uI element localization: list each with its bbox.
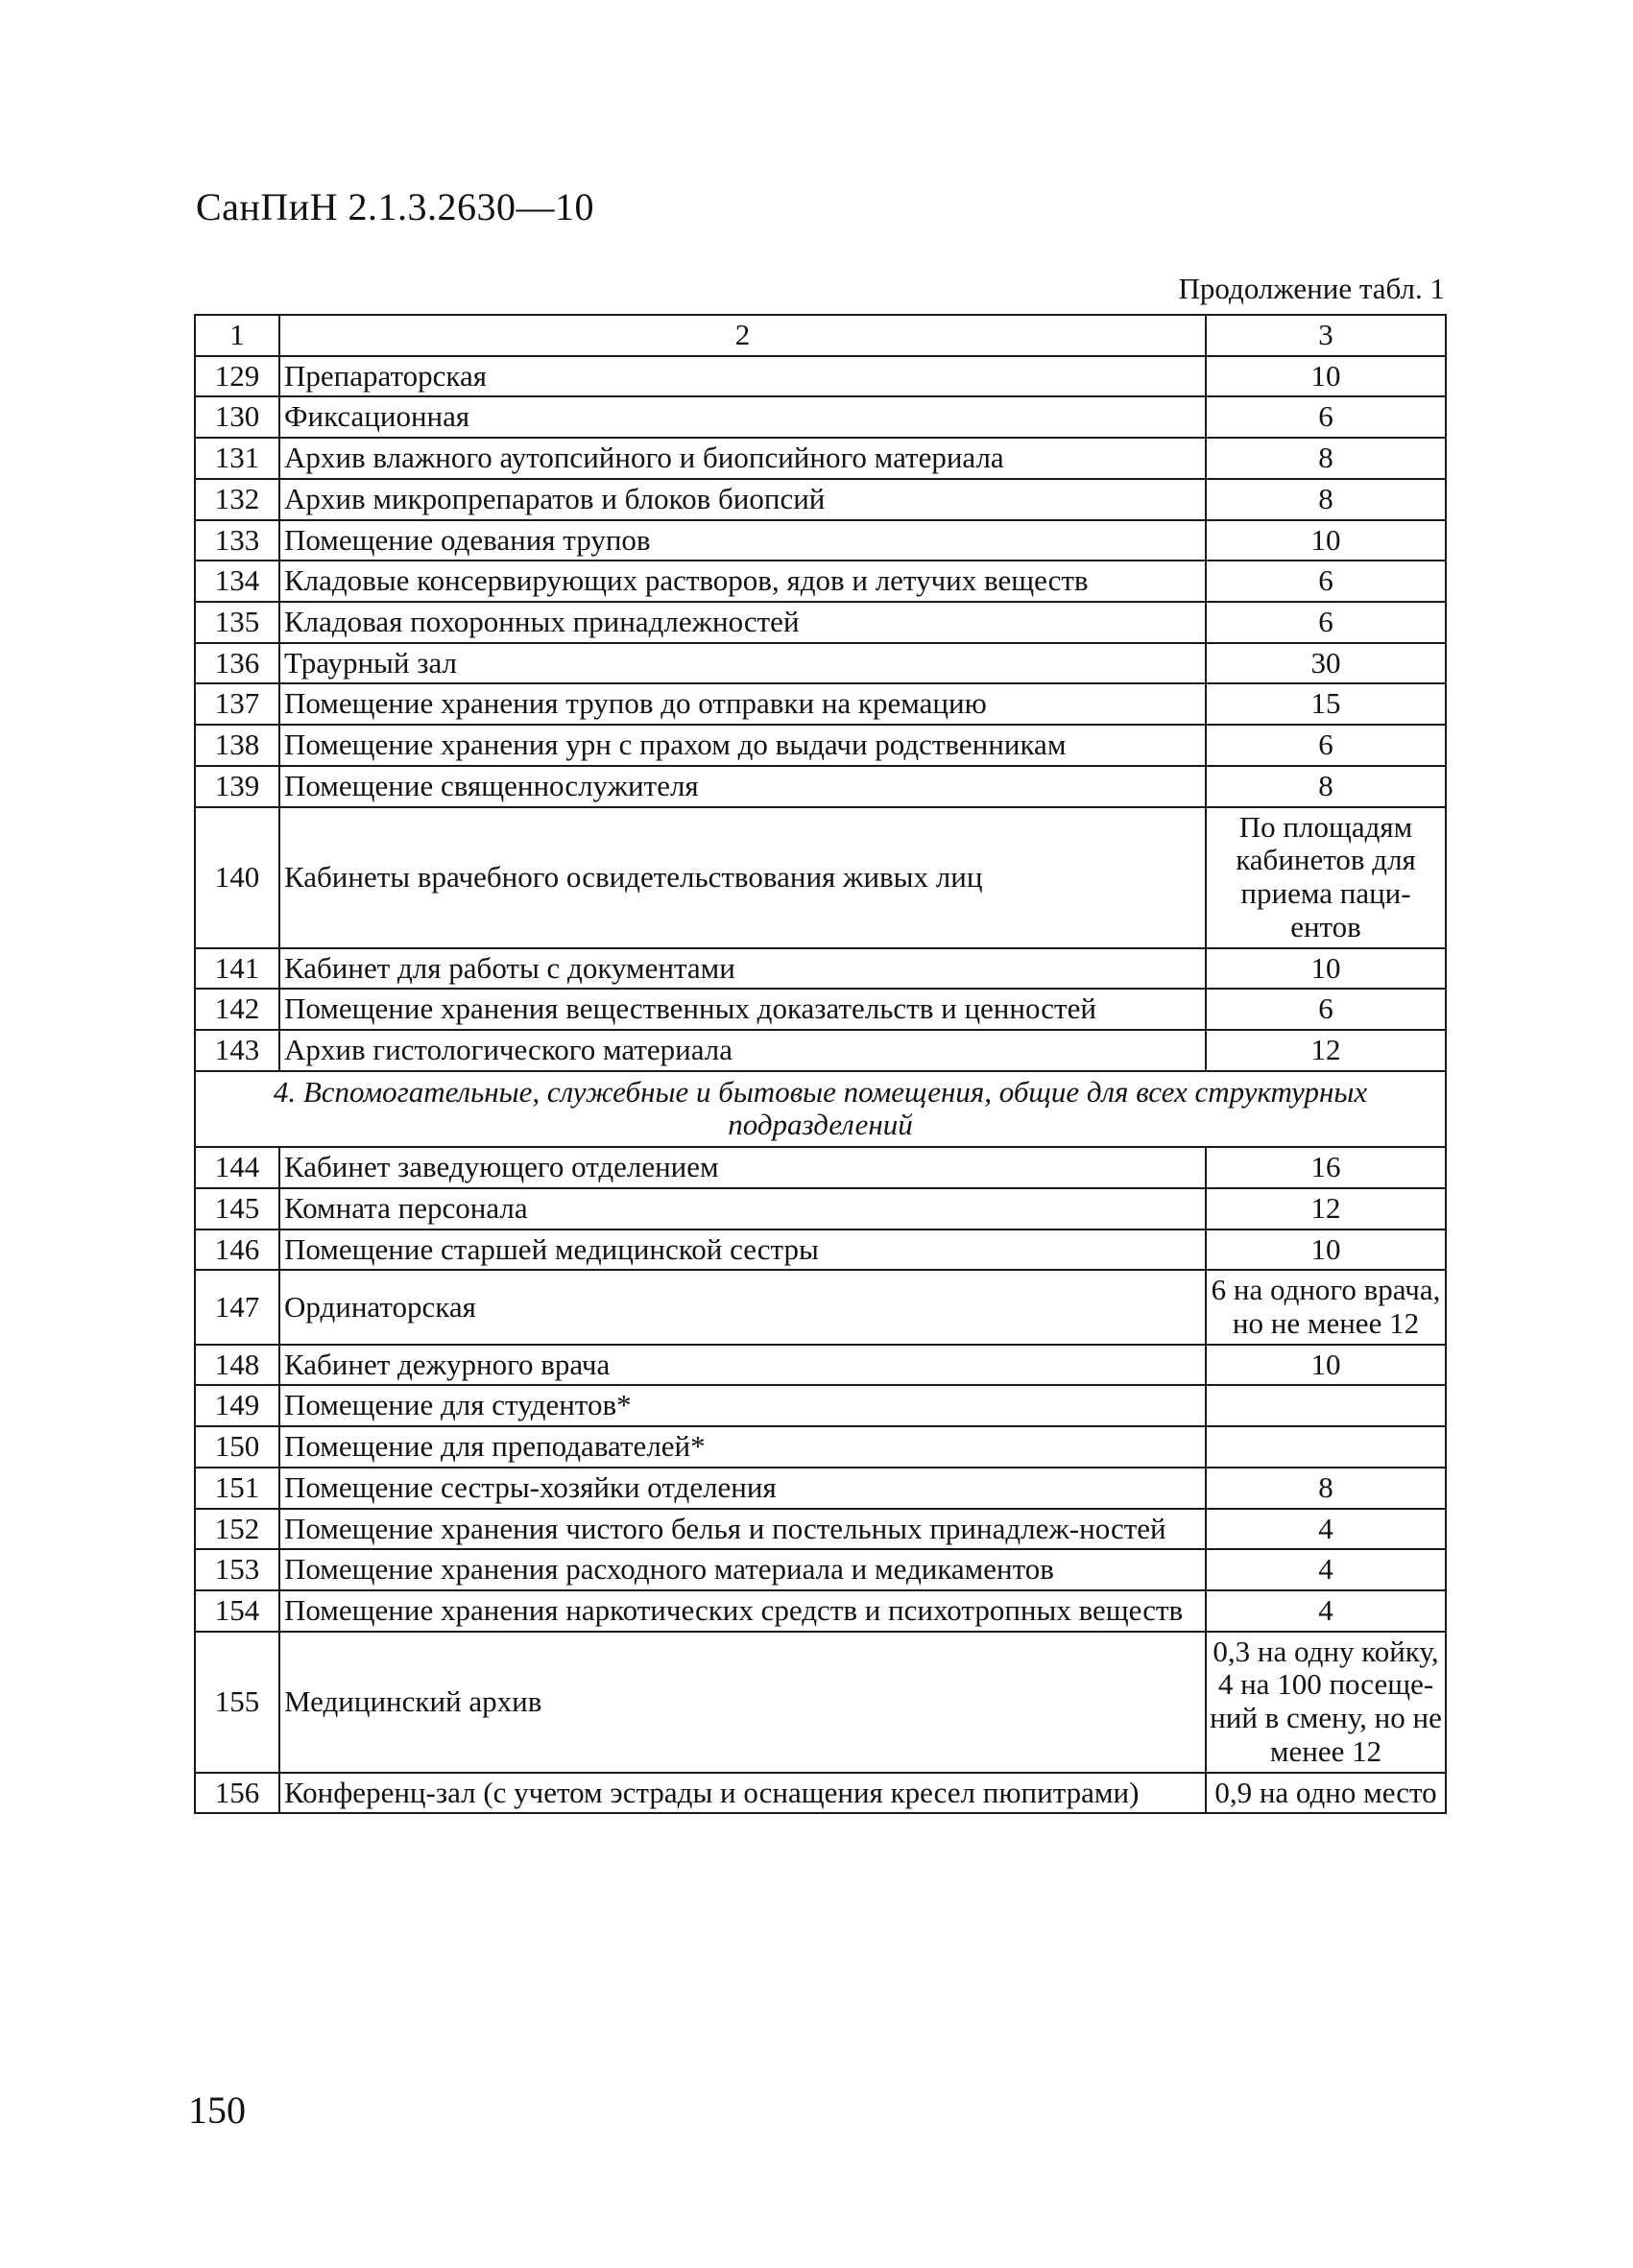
section-title: 4. Вспомогательные, служебные и бытовые помещения, общие для всех структурных подразделений xyxy=(195,1071,1446,1147)
table-row xyxy=(195,807,1446,948)
area-norm: 6 на одного врача, но не менее 12 xyxy=(1206,1270,1446,1344)
row-number: 145 xyxy=(195,1188,279,1229)
area-norm: 15 xyxy=(1206,683,1446,725)
row-number: 141 xyxy=(195,948,279,990)
table-row xyxy=(195,1229,1446,1271)
area-norm xyxy=(1206,1426,1446,1468)
premise-name: Помещение сестры-хозяйки отделения xyxy=(279,1468,1206,1509)
table-row xyxy=(195,1632,1446,1773)
row-number: 136 xyxy=(195,643,279,684)
premise-name: Ординаторская xyxy=(279,1270,1206,1344)
column-number: 1 xyxy=(195,315,279,356)
row-number: 151 xyxy=(195,1468,279,1509)
table-row xyxy=(195,1385,1446,1426)
row-number: 148 xyxy=(195,1345,279,1386)
table-row xyxy=(195,766,1446,807)
table-row xyxy=(195,561,1446,602)
row-number: 156 xyxy=(195,1773,279,1814)
premise-name: Фиксационная xyxy=(279,396,1206,438)
table-row xyxy=(195,396,1446,438)
area-norm: 10 xyxy=(1206,1229,1446,1271)
area-norm: 10 xyxy=(1206,520,1446,561)
premise-name: Помещение хранения наркотических средств и психотропных веществ xyxy=(279,1590,1206,1632)
row-number: 130 xyxy=(195,396,279,438)
table-row xyxy=(195,989,1446,1030)
table-row xyxy=(195,1468,1446,1509)
row-number: 153 xyxy=(195,1549,279,1590)
area-norm: 0,9 на одно место xyxy=(1206,1773,1446,1814)
premise-name: Помещение хранения чистого белья и постельных принадлеж-ностей xyxy=(279,1509,1206,1550)
table-row xyxy=(195,725,1446,766)
table-row xyxy=(195,643,1446,684)
row-number: 154 xyxy=(195,1590,279,1632)
premise-name: Кабинет дежурного врача xyxy=(279,1345,1206,1386)
table-row xyxy=(195,356,1446,397)
table-row xyxy=(195,1030,1446,1071)
premise-name: Помещение хранения урн с прахом до выдачи родственникам xyxy=(279,725,1206,766)
area-norm: 10 xyxy=(1206,356,1446,397)
table-row xyxy=(195,1590,1446,1632)
row-number: 140 xyxy=(195,807,279,948)
row-number: 149 xyxy=(195,1385,279,1426)
table-caption: Продолжение табл. 1 xyxy=(1178,272,1445,305)
area-norm: 16 xyxy=(1206,1147,1446,1188)
row-number: 135 xyxy=(195,602,279,643)
row-number: 155 xyxy=(195,1632,279,1773)
premise-name: Помещение для студентов* xyxy=(279,1385,1206,1426)
area-norm xyxy=(1206,1385,1446,1426)
premise-name: Помещение для преподавателей* xyxy=(279,1426,1206,1468)
row-number: 129 xyxy=(195,356,279,397)
premise-name: Кабинет для работы с документами xyxy=(279,948,1206,990)
premise-name: Помещение священнослужителя xyxy=(279,766,1206,807)
row-number: 144 xyxy=(195,1147,279,1188)
table-row xyxy=(195,438,1446,479)
area-norm: 4 xyxy=(1206,1590,1446,1632)
premise-name: Архив влажного аутопсийного и биопсийного материала xyxy=(279,438,1206,479)
area-norm: 4 xyxy=(1206,1549,1446,1590)
area-norm: 12 xyxy=(1206,1188,1446,1229)
row-number: 142 xyxy=(195,989,279,1030)
premise-name: Архив микропрепаратов и блоков биопсий xyxy=(279,479,1206,520)
table-row xyxy=(195,1270,1446,1344)
area-norm: 12 xyxy=(1206,1030,1446,1071)
area-norm: 6 xyxy=(1206,725,1446,766)
area-norm: 8 xyxy=(1206,766,1446,807)
table-row xyxy=(195,1773,1446,1814)
table-row xyxy=(195,1549,1446,1590)
table-row xyxy=(195,520,1446,561)
area-norm: 8 xyxy=(1206,479,1446,520)
area-norm: 8 xyxy=(1206,438,1446,479)
table-row xyxy=(195,1426,1446,1468)
area-norm: 0,3 на одну койку, 4 на 100 посеще-ний в смену, но не менее 12 xyxy=(1206,1632,1446,1773)
premise-name: Препараторская xyxy=(279,356,1206,397)
premise-name: Помещение хранения трупов до отправки на кремацию xyxy=(279,683,1206,725)
area-norm: 6 xyxy=(1206,989,1446,1030)
row-number: 138 xyxy=(195,725,279,766)
premise-name: Помещение хранения расходного материала и медикаментов xyxy=(279,1549,1206,1590)
row-number: 134 xyxy=(195,561,279,602)
row-number: 143 xyxy=(195,1030,279,1071)
premise-name: Архив гистологического материала xyxy=(279,1030,1206,1071)
column-number-row xyxy=(195,315,1446,356)
premise-name: Медицинский архив xyxy=(279,1632,1206,1773)
premise-name: Комната персонала xyxy=(279,1188,1206,1229)
column-number: 2 xyxy=(279,315,1206,356)
row-number: 146 xyxy=(195,1229,279,1271)
row-number: 133 xyxy=(195,520,279,561)
premise-name: Конференц-зал (с учетом эстрады и оснащения кресел пюпитрами) xyxy=(279,1773,1206,1814)
premise-name: Кладовая похоронных принадлежностей xyxy=(279,602,1206,643)
column-number: 3 xyxy=(1206,315,1446,356)
area-norm: 10 xyxy=(1206,948,1446,990)
row-number: 131 xyxy=(195,438,279,479)
premise-name: Помещение старшей медицинской сестры xyxy=(279,1229,1206,1271)
table-row xyxy=(195,1188,1446,1229)
row-number: 150 xyxy=(195,1426,279,1468)
row-number: 147 xyxy=(195,1270,279,1344)
area-norm: 6 xyxy=(1206,561,1446,602)
table-row xyxy=(195,1345,1446,1386)
premise-name: Кабинеты врачебного освидетельствования живых лиц xyxy=(279,807,1206,948)
area-norm: 6 xyxy=(1206,396,1446,438)
row-number: 137 xyxy=(195,683,279,725)
area-norm: 6 xyxy=(1206,602,1446,643)
premise-name: Кладовые консервирующих растворов, ядов и летучих веществ xyxy=(279,561,1206,602)
area-norm: По площадям кабинетов для приема паци-ентов xyxy=(1206,807,1446,948)
area-norm: 10 xyxy=(1206,1345,1446,1386)
area-norm: 8 xyxy=(1206,1468,1446,1509)
row-number: 139 xyxy=(195,766,279,807)
row-number: 132 xyxy=(195,479,279,520)
area-norm: 30 xyxy=(1206,643,1446,684)
table-row xyxy=(195,479,1446,520)
premise-name: Помещение хранения вещественных доказательств и ценностей xyxy=(279,989,1206,1030)
table-row xyxy=(195,948,1446,990)
premise-name: Кабинет заведующего отделением xyxy=(279,1147,1206,1188)
row-number: 152 xyxy=(195,1509,279,1550)
table-row xyxy=(195,683,1446,725)
document-header: СанПиН 2.1.3.2630—10 xyxy=(196,185,595,228)
section-row xyxy=(195,1071,1446,1147)
table-row xyxy=(195,1509,1446,1550)
premises-table xyxy=(194,314,1447,1814)
area-norm: 4 xyxy=(1206,1509,1446,1550)
table-row xyxy=(195,602,1446,643)
premise-name: Помещение одевания трупов xyxy=(279,520,1206,561)
page-number: 150 xyxy=(188,2089,246,2132)
premise-name: Траурный зал xyxy=(279,643,1206,684)
table-row xyxy=(195,1147,1446,1188)
